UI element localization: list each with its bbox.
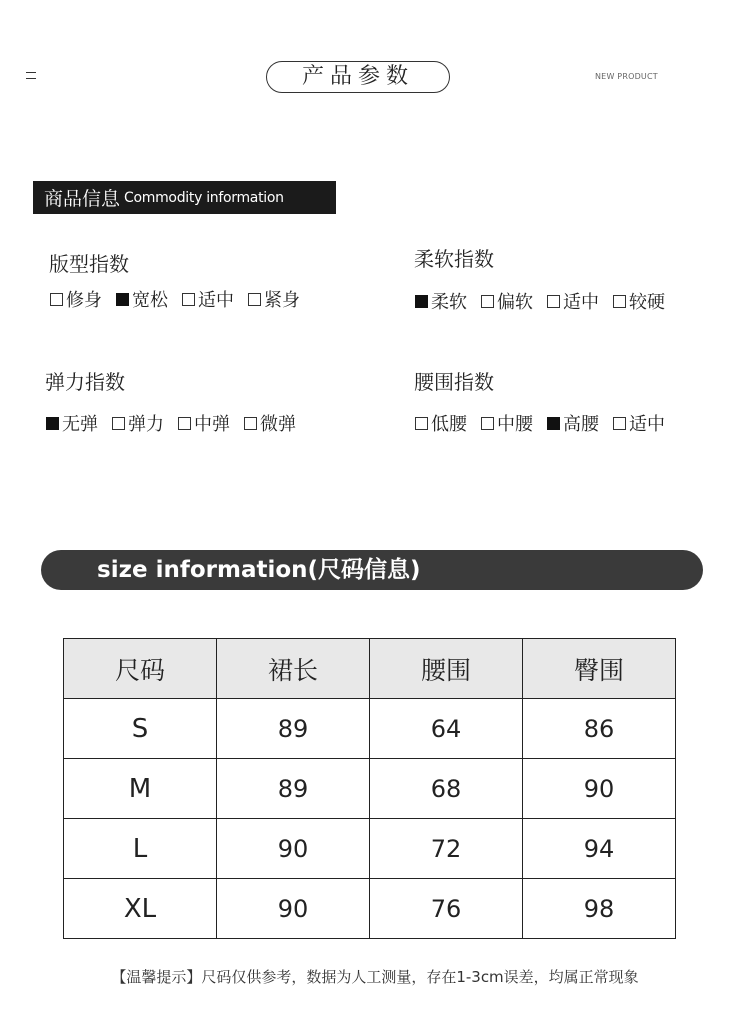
table-header-row [64, 639, 676, 699]
checkbox-icon [481, 417, 494, 430]
commodity-info-banner [33, 181, 336, 214]
waist-index-options [415, 410, 679, 436]
column-header: 腰围 [370, 639, 523, 699]
checkbox-checked-icon [46, 417, 59, 430]
softness-option: 柔软 [415, 288, 467, 314]
waist-cell: 68 [370, 759, 523, 819]
checkbox-icon [547, 295, 560, 308]
table-row [64, 879, 676, 939]
size-tip-note: 【温馨提示】尺码仅供参考，数据为人工测量，存在1-3cm误差，均属正常现象 [111, 968, 639, 986]
checkbox-icon [613, 417, 626, 430]
softness-option: 较硬 [613, 288, 665, 314]
checkbox-icon [613, 295, 626, 308]
skirt-length-cell: 90 [217, 819, 370, 879]
hip-cell: 90 [523, 759, 676, 819]
table-row [64, 699, 676, 759]
waist-cell: 76 [370, 879, 523, 939]
skirt-length-cell: 90 [217, 879, 370, 939]
checkbox-checked-icon [415, 295, 428, 308]
commodity-label-en: Commodity information [124, 189, 284, 206]
waist-cell: 72 [370, 819, 523, 879]
column-header: 尺码 [64, 639, 217, 699]
elasticity-option: 微弹 [244, 410, 296, 436]
skirt-length-cell: 89 [217, 759, 370, 819]
elasticity-index-title: 弹力指数 [45, 370, 125, 394]
hip-cell: 86 [523, 699, 676, 759]
hip-cell: 98 [523, 879, 676, 939]
waist-cell: 64 [370, 699, 523, 759]
waist-option: 中腰 [481, 410, 533, 436]
size-cell: XL [64, 879, 217, 939]
size-table [63, 638, 676, 939]
softness-index-title: 柔软指数 [414, 247, 494, 271]
checkbox-icon [182, 293, 195, 306]
checkbox-icon [415, 417, 428, 430]
checkbox-checked-icon [116, 293, 129, 306]
waist-option: 高腰 [547, 410, 599, 436]
softness-option: 适中 [547, 288, 599, 314]
softness-option: 偏软 [481, 288, 533, 314]
commodity-label-cn: 商品信息 [44, 188, 121, 210]
elasticity-index-options [46, 410, 310, 436]
table-row [64, 819, 676, 879]
elasticity-option: 无弹 [46, 410, 98, 436]
size-cell: M [64, 759, 217, 819]
size-information-banner: size information(尺码信息) [41, 550, 703, 590]
table-row [64, 759, 676, 819]
fit-option: 宽松 [116, 286, 168, 312]
column-header: 裙长 [217, 639, 370, 699]
new-product-label: NEW PRODUCT [595, 72, 658, 81]
menu-icon[interactable] [26, 72, 36, 81]
skirt-length-cell: 89 [217, 699, 370, 759]
waist-option: 适中 [613, 410, 665, 436]
checkbox-icon [112, 417, 125, 430]
fit-index-options [50, 286, 314, 312]
waist-option: 低腰 [415, 410, 467, 436]
fit-option: 紧身 [248, 286, 300, 312]
hip-cell: 94 [523, 819, 676, 879]
checkbox-icon [50, 293, 63, 306]
page-title: 产品参数 [266, 61, 450, 93]
size-cell: L [64, 819, 217, 879]
fit-option: 适中 [182, 286, 234, 312]
checkbox-icon [481, 295, 494, 308]
fit-option: 修身 [50, 286, 102, 312]
checkbox-icon [248, 293, 261, 306]
checkbox-icon [178, 417, 191, 430]
waist-index-title: 腰围指数 [414, 370, 494, 394]
softness-index-options [415, 288, 679, 314]
size-cell: S [64, 699, 217, 759]
checkbox-icon [244, 417, 257, 430]
checkbox-checked-icon [547, 417, 560, 430]
elasticity-option: 中弹 [178, 410, 230, 436]
fit-index-title: 版型指数 [49, 252, 129, 276]
elasticity-option: 弹力 [112, 410, 164, 436]
column-header: 臀围 [523, 639, 676, 699]
